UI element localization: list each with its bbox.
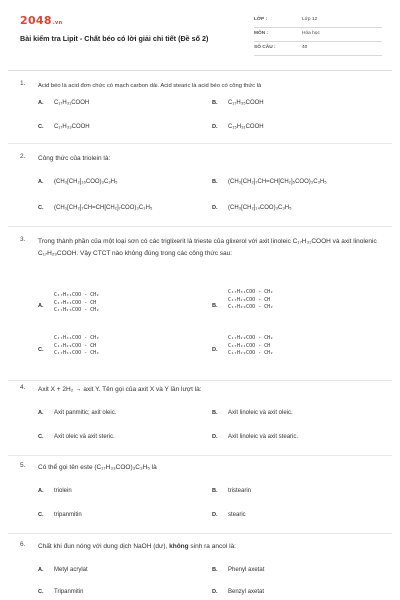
option-b[interactable]: B. Phenyl axetat bbox=[212, 567, 265, 573]
meta-row-class bbox=[254, 14, 382, 28]
meta-row-count bbox=[254, 42, 382, 56]
option-b[interactable]: B. Axit linoleic và axit oleic. bbox=[212, 410, 293, 416]
option-a[interactable]: A. Axit panmitic; axit oleic. bbox=[38, 410, 117, 416]
option-a[interactable]: A. Metyl acrylat bbox=[38, 567, 88, 573]
emphasis-not: không bbox=[169, 543, 189, 550]
question-2 bbox=[20, 153, 382, 223]
question-4 bbox=[20, 384, 382, 454]
question-divider bbox=[8, 143, 392, 144]
question-number: 2. bbox=[20, 153, 26, 160]
option-b[interactable]: B. tristearin bbox=[212, 488, 252, 494]
question-6 bbox=[20, 541, 382, 599]
meta-label: LỚP : bbox=[254, 17, 268, 22]
option-c[interactable]: C. Tripanmitin bbox=[38, 589, 84, 595]
meta-value: Hóa học bbox=[302, 31, 320, 36]
question-text: Trong thành phần của một loại sơn có các triglixerit là trieste của glixerol với axit linoleic C₁₇H₃₁COOH và axit linolenic C₁₇H₂₉COOH. Vậy CTCT nào không đúng trong các công thức sau: bbox=[38, 238, 377, 257]
option-a[interactable]: A. (CH₃[CH₂]₁₆COO)₃C₃H₅ bbox=[38, 179, 118, 185]
option-d[interactable]: D. (CH₃[CH₂]₁₄COO)₃C₃H₅ bbox=[212, 205, 292, 211]
question-number: 1. bbox=[20, 80, 26, 87]
option-a-formula[interactable]: C₁₇H₃₁COO - CH₂ C₁₇H₃₁COO - CH C₁₇H₂₉COO - CH₂ bbox=[54, 292, 100, 313]
question-5 bbox=[20, 462, 382, 527]
meta-value: 40 bbox=[302, 45, 308, 50]
question-text: Công thức của triolein là: bbox=[38, 155, 111, 162]
meta-label: SỐ CÂU : bbox=[254, 45, 276, 50]
option-d[interactable]: D. Axit linoleic và axit stearic. bbox=[212, 434, 299, 440]
option-c[interactable]: C. (CH₃[CH₂]₇CH=CH[CH₂]₇COO)₃C₃H₅ bbox=[38, 205, 153, 211]
question-text: Axit X + 2H₂ → axit Y. Tên gọi của axit X và Y lần lượt là: bbox=[38, 386, 202, 393]
option-c[interactable]: C. tripanmitin bbox=[38, 512, 82, 518]
option-d[interactable]: D. stearic bbox=[212, 512, 246, 518]
option-b-label[interactable]: B. bbox=[212, 303, 218, 309]
option-b[interactable]: B. C₁₇H₃₅COOH bbox=[212, 100, 264, 106]
test-meta bbox=[254, 14, 382, 56]
meta-row-subject bbox=[254, 28, 382, 42]
question-number: 6. bbox=[20, 541, 26, 548]
question-divider bbox=[8, 533, 392, 534]
question-1 bbox=[20, 80, 382, 140]
option-c[interactable]: C. Axit oleic và axit steric. bbox=[38, 434, 115, 440]
option-d[interactable]: D. Benzyl axetat bbox=[212, 589, 265, 595]
question-number: 4. bbox=[20, 384, 26, 391]
header-divider bbox=[8, 70, 392, 71]
question-text: Acid béo là acid đơn chức có mạch carbon dài. Acid stearic là acid béo có công thức là bbox=[38, 83, 262, 89]
option-a[interactable]: A. triolein bbox=[38, 488, 72, 494]
option-a-label[interactable]: A. bbox=[38, 303, 44, 309]
question-divider bbox=[8, 455, 392, 456]
option-a[interactable]: A. C₁₇H₃₁COOH bbox=[38, 100, 90, 106]
page-header bbox=[20, 10, 382, 68]
question-text: Chất khi đun nóng với dung dịch NaOH (dư), không sinh ra ancol là: bbox=[38, 543, 236, 550]
meta-label: MÔN : bbox=[254, 31, 269, 36]
option-d-label[interactable]: D. bbox=[212, 347, 218, 353]
option-b[interactable]: B. (CH₃[CH₂]₇CH=CH[CH₂]₅COO)₃C₃H₅ bbox=[212, 179, 327, 185]
option-c-formula[interactable]: C₁₇H₃₁COO - CH₂ C₁₇H₂₉COO - CH C₁₇H₃₁COO - CH₂ bbox=[54, 335, 100, 356]
page-title: Bài kiểm tra Lipit - Chất béo có lời giải chi tiết (Đề số 2) bbox=[20, 34, 209, 43]
option-b-formula[interactable]: C₁₇H₃₁COO - CH₂ C₁₇H₂₉COO - CH C₁₇H₂₉COO - CH₂ bbox=[228, 289, 274, 310]
option-c-label[interactable]: C. bbox=[38, 347, 44, 353]
option-d-formula[interactable]: C₁₇H₂₉COO - CH₂ C₁₇H₃₁COO - CH C₁₇H₂₉COO - CH₂ bbox=[228, 335, 274, 356]
question-text: Có thể gọi tên este (C₁₇H₃₃COO)₃C₃H₅ là bbox=[38, 464, 157, 471]
question-number: 5. bbox=[20, 462, 26, 469]
question-divider bbox=[8, 226, 392, 227]
meta-value: Lớp 12 bbox=[302, 17, 318, 22]
question-3 bbox=[20, 236, 382, 376]
option-d[interactable]: D. C₁₅H₃₁COOH bbox=[212, 124, 264, 130]
site-logo[interactable]: 2048.vn bbox=[20, 14, 63, 27]
option-c[interactable]: C. C₁₇H₃₃COOH bbox=[38, 124, 90, 130]
question-number: 3. bbox=[20, 236, 26, 243]
question-divider bbox=[8, 380, 392, 381]
